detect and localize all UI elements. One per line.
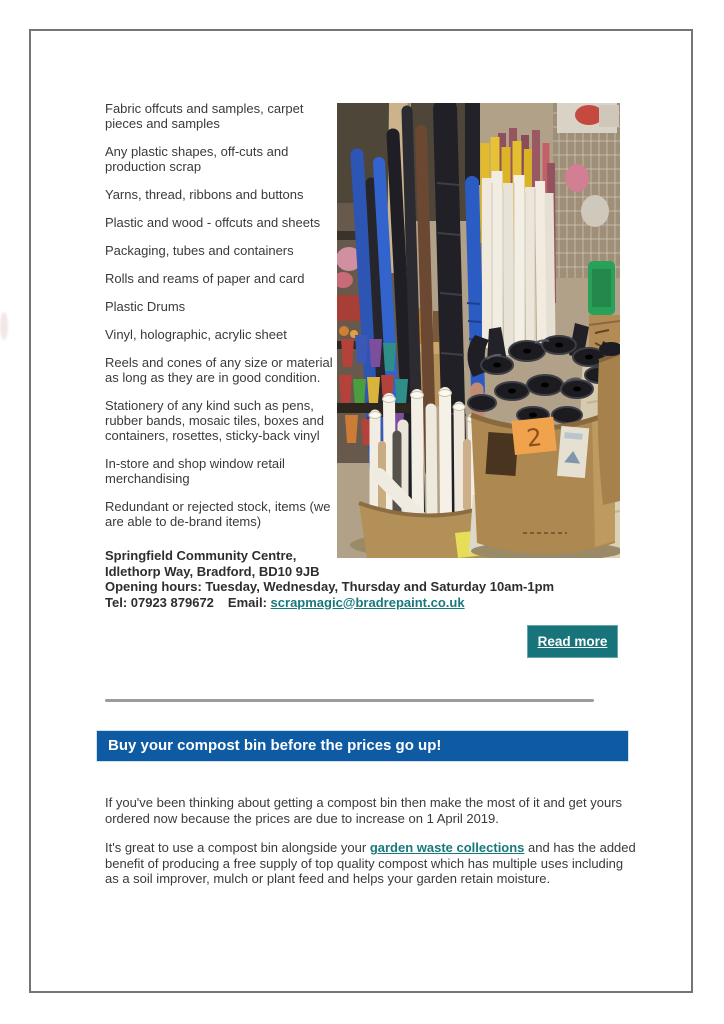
store-photo-illustration	[337, 103, 620, 558]
compost-heading-bar	[97, 731, 628, 761]
list-item: Redundant or rejected stock, items (we are able to de-brand items)	[105, 499, 331, 529]
photo-barrel-number-sticker	[511, 417, 556, 455]
scan-smudge	[0, 312, 8, 340]
compost-para-2-after: and has the added benefit of producing a free supply of top quality compost which has multiple uses including as a soil improver, mulch or plant feed and helps your garden retain moisture.	[105, 840, 636, 886]
list-item: Any plastic shapes, off-cuts and production scrap	[105, 144, 289, 174]
photo-barrel-label	[557, 426, 589, 478]
compost-para-2	[105, 840, 640, 887]
barrel-number: 2	[525, 423, 544, 453]
store-photo	[337, 103, 620, 558]
list-item: Reels and cones of any size or material as long as they are in good condition.	[105, 355, 333, 385]
list-item: Plastic Drums	[105, 299, 186, 314]
list-item: Packaging, tubes and containers	[105, 243, 294, 258]
compost-heading: Buy your compost bin before the prices go up!	[108, 737, 442, 754]
list-item: Fabric offcuts and samples, carpet pieces and samples	[105, 101, 304, 131]
read-more-label: Read more	[537, 634, 608, 649]
photo-right-edge-barrel	[598, 342, 620, 505]
email-link[interactable]: scrapmagic@bradrepaint.co.uk	[270, 594, 465, 610]
list-item: Rolls and reams of paper and card	[105, 271, 305, 286]
compost-para-2-before: It's great to use a compost bin alongside your	[105, 840, 370, 855]
list-item: In-store and shop window retail merchandising	[105, 456, 285, 486]
contact-block	[105, 548, 665, 610]
accepted-items-list	[105, 101, 335, 542]
contact-line-2: Idlethorp Way, Bradford, BD10 9JB	[105, 563, 320, 579]
contact-email-label: Email:	[227, 594, 267, 610]
list-item: Stationery of any kind such as pens, rubber bands, mosaic tiles, boxes and containers, rosettes, sticky-back vinyl	[105, 398, 324, 443]
contact-line-4	[105, 595, 665, 611]
contact-line-1: Springfield Community Centre,	[105, 548, 297, 563]
section-divider	[105, 699, 594, 702]
photo-wire-rack	[553, 103, 620, 278]
list-item: Plastic and wood - offcuts and sheets	[105, 215, 321, 230]
photo-green-item	[588, 261, 615, 315]
read-more-button[interactable]	[527, 625, 618, 658]
contact-line-3: Opening hours: Tuesday, Wednesday, Thursday and Saturday 10am-1pm	[105, 579, 555, 594]
list-item: Yarns, thread, ribbons and buttons	[105, 187, 304, 202]
contact-tel: Tel: 07923 879672	[105, 594, 214, 610]
newsletter-page	[29, 29, 693, 993]
list-item: Vinyl, holographic, acrylic sheet	[105, 327, 287, 342]
garden-waste-link[interactable]: garden waste collections	[369, 840, 525, 855]
compost-para-1: If you've been thinking about getting a compost bin then make the most of it and get yours ordered now because the prices are due to increase on 1 April 2019.	[105, 795, 623, 826]
